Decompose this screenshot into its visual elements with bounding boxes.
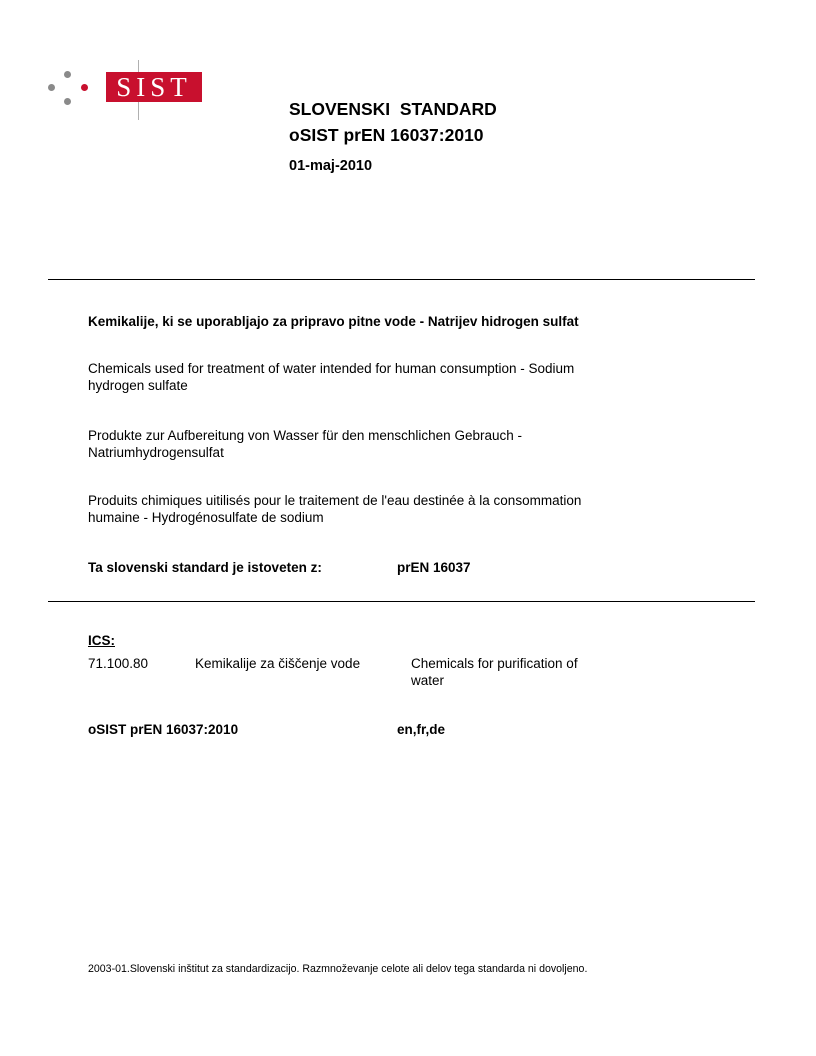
- ics-english: [411, 655, 578, 689]
- logo-dot-icon: [81, 84, 88, 91]
- logo-dot-icon: [64, 71, 71, 78]
- designation-code: oSIST prEN 16037:2010: [88, 722, 239, 737]
- designation-languages: en,fr,de: [397, 722, 446, 737]
- title-german-line: Natriumhydrogensulfat: [88, 445, 224, 460]
- title-german-line: Produkte zur Aufbereitung von Wasser für den menschlichen Gebrauch -: [88, 428, 522, 443]
- standard-header: [289, 96, 497, 174]
- standard-date: 01-maj-2010: [289, 158, 373, 174]
- copyright-footer: 2003-01.Slovenski inštitut za standardizacijo. Razmnoževanje celote ali delov tega standarda ni dovoljeno.: [88, 963, 588, 975]
- identical-label: Ta slovenski standard je istoveten z:: [88, 560, 322, 575]
- ics-english-line: Chemicals for purification of: [411, 656, 578, 671]
- title-german: [88, 427, 522, 461]
- title-french-line: Produits chimiques uitilisés pour le traitement de l'eau destinée à la consommation: [88, 493, 582, 508]
- ics-english-line: water: [411, 673, 445, 688]
- title-english-line: Chemicals used for treatment of water intended for human consumption - Sodium: [88, 361, 575, 376]
- standard-type: SLOVENSKI STANDARD: [289, 99, 497, 119]
- identical-value: prEN 16037: [397, 560, 471, 575]
- title-slovenian: Kemikalije, ki se uporabljajo za pripravo pitne vode - Natrijev hidrogen sulfat: [88, 314, 579, 329]
- logo-dot-icon: [64, 98, 71, 105]
- ics-code: 71.100.80: [88, 656, 149, 671]
- ics-slovenian: Kemikalije za čiščenje vode: [195, 656, 361, 671]
- standard-code: oSIST prEN 16037:2010: [289, 125, 484, 145]
- ics-label: ICS:: [88, 633, 115, 648]
- logo-dot-icon: [48, 84, 55, 91]
- top-divider: [48, 279, 755, 280]
- logo-wordmark: SIST: [106, 72, 202, 102]
- sist-logo: [44, 60, 204, 120]
- bottom-divider: [48, 601, 755, 602]
- title-english: [88, 360, 574, 394]
- title-french: [88, 492, 581, 526]
- title-french-line: humaine - Hydrogénosulfate de sodium: [88, 510, 324, 525]
- title-english-line: hydrogen sulfate: [88, 378, 188, 393]
